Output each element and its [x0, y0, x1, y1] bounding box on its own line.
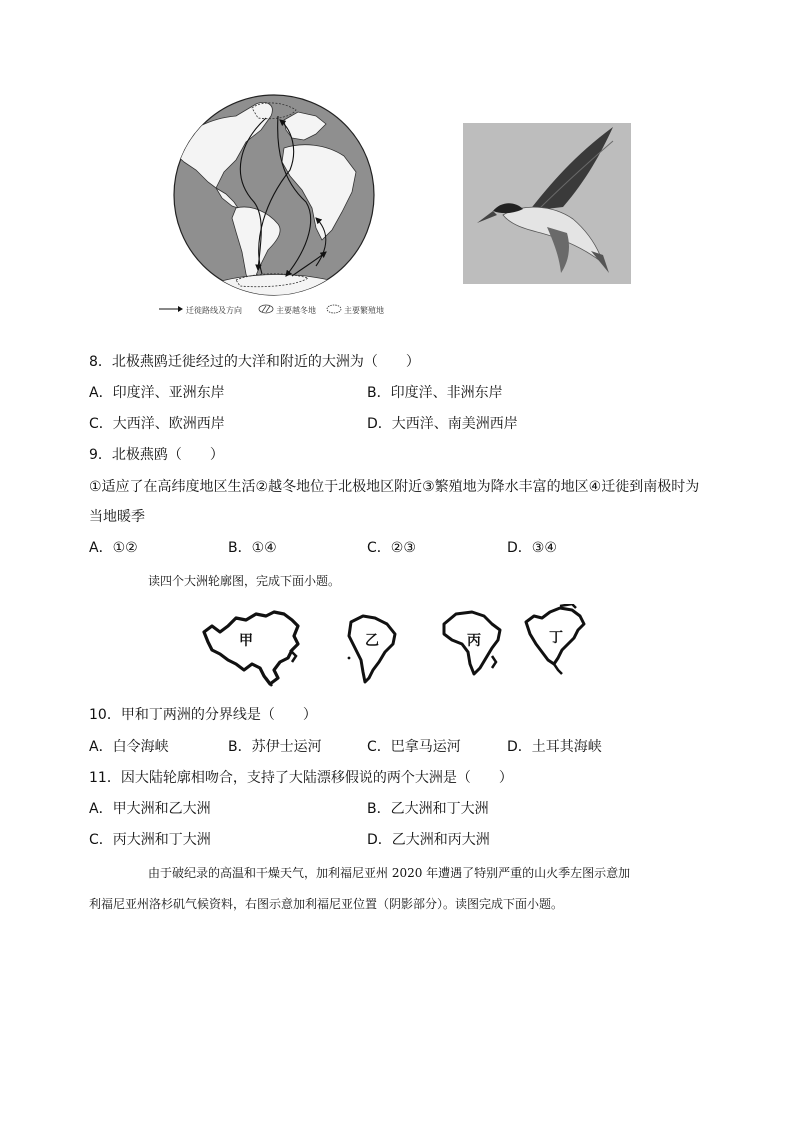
q8-option-b[interactable]: B．印度洋、非洲东岸: [367, 385, 503, 401]
q10-option-c[interactable]: C．巴拿马运河: [367, 739, 461, 755]
q9-option-d[interactable]: D．③④: [507, 540, 557, 556]
q9-statements-line1: ①适应了在高纬度地区生活②越冬地位于北极地区附近③繁殖地为降水丰富的地区④迁徙到南极时为: [89, 479, 700, 495]
legend-winter-label: 主要越冬地: [276, 306, 316, 315]
q8-option-a[interactable]: A．印度洋、亚洲东岸: [89, 385, 225, 401]
q10-option-d[interactable]: D．土耳其海峡: [507, 739, 602, 755]
continent-yi-label: 乙: [365, 633, 379, 649]
q8-option-c[interactable]: C．大西洋、欧洲西岸: [89, 416, 225, 432]
q9-option-a[interactable]: A．①②: [89, 540, 138, 556]
winter-area-legend-icon: [258, 304, 274, 314]
q8-option-d[interactable]: D．大西洋、南美洲西岸: [367, 416, 518, 432]
continent-bing-label: 丙: [467, 633, 481, 649]
question-8-stem: 8．北极燕鸥迁徙经过的大洋和附近的大洲为（ ）: [89, 354, 420, 370]
legend-breeding-label: 主要繁殖地: [344, 306, 384, 315]
california-intro-line2: 利福尼亚州洛杉矶气候资料，右图示意加利福尼亚位置（阴影部分）。读图完成下面小题。: [89, 897, 564, 911]
route-legend-arrow-icon: [158, 304, 184, 314]
q9-option-c[interactable]: C．②③: [367, 540, 416, 556]
q11-option-b[interactable]: B．乙大洲和丁大洲: [367, 801, 489, 817]
question-10-stem: 10．甲和丁两洲的分界线是（ ）: [89, 707, 317, 723]
q9-statements-line2: 当地暖季: [89, 509, 145, 525]
q11-option-c[interactable]: C．丙大洲和丁大洲: [89, 832, 211, 848]
q11-option-d[interactable]: D．乙大洲和丙大洲: [367, 832, 490, 848]
q9-option-b[interactable]: B．①④: [228, 540, 277, 556]
continent-intro-text: 读四个大洲轮廓图，完成下面小题。: [148, 574, 341, 588]
migration-globe-map: [166, 90, 382, 300]
q10-option-a[interactable]: A．白令海峡: [89, 739, 169, 755]
continent-ding-label: 丁: [549, 630, 563, 646]
legend-route-label: 迁徙路线及方向: [186, 306, 242, 315]
arctic-tern-photo: [463, 123, 631, 284]
california-intro-line1: 由于破纪录的高温和干燥天气，加利福尼亚州 2020 年遭遇了特别严重的山火季左图示意加: [148, 866, 631, 880]
breeding-area-legend-icon: [326, 304, 342, 314]
q11-option-a[interactable]: A．甲大洲和乙大洲: [89, 801, 211, 817]
continent-jia-label: 甲: [239, 633, 253, 649]
q10-option-b[interactable]: B．苏伊士运河: [228, 739, 322, 755]
question-9-stem: 9．北极燕鸥（ ）: [89, 447, 224, 463]
question-11-stem: 11．因大陆轮廓相吻合，支持了大陆漂移假说的两个大洲是（ ）: [89, 770, 513, 786]
